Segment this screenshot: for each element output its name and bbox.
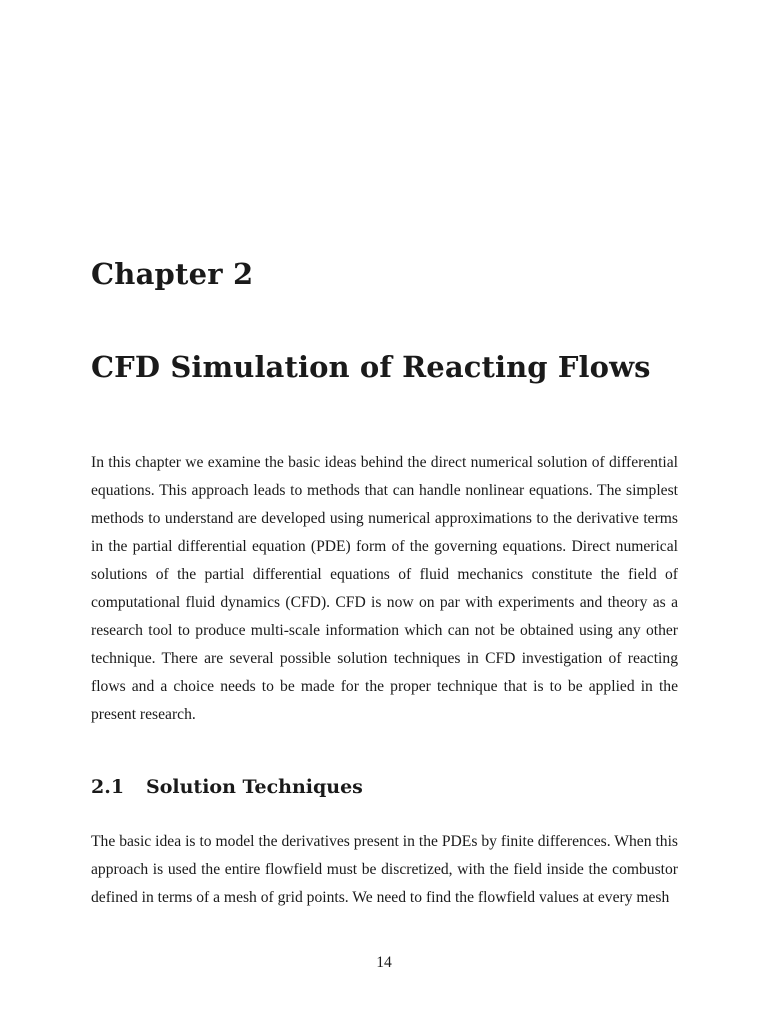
section-paragraph: The basic idea is to model the derivatives present in the PDEs by finite differences. When this approach is used the entire flowfield must be discretized, with the field inside the combustor defined in terms of a mesh of grid points. We need to find the flowfield values at every mesh xyxy=(91,833,678,906)
intro-paragraph: In this chapter we examine the basic ideas behind the direct numerical solution of differential equations. This approach leads to methods that can handle nonlinear equations. The simplest methods to understand are developed using numerical approximations to the derivative terms in the partial differential equation (PDE) form of the governing equations. Direct numerical solutions of the partial differential equations of fluid mechanics constitute the field of computational fluid dynamics (CFD). CFD is now on par with experiments and theory as a research tool to produce multi-scale information which can not be obtained using any other technique. There are several possible solution techniques in CFD investigation of reacting flows and a choice needs to be made for the proper technique that is to be applied in the present research. xyxy=(91,454,678,723)
page-number: 14 xyxy=(376,954,392,971)
chapter-title: CFD Simulation of Reacting Flows xyxy=(91,350,651,384)
chapter-label: Chapter 2 xyxy=(91,257,254,291)
section-title: Solution Techniques xyxy=(146,776,363,798)
section-number: 2.1 xyxy=(91,776,125,798)
section-heading xyxy=(91,773,363,801)
